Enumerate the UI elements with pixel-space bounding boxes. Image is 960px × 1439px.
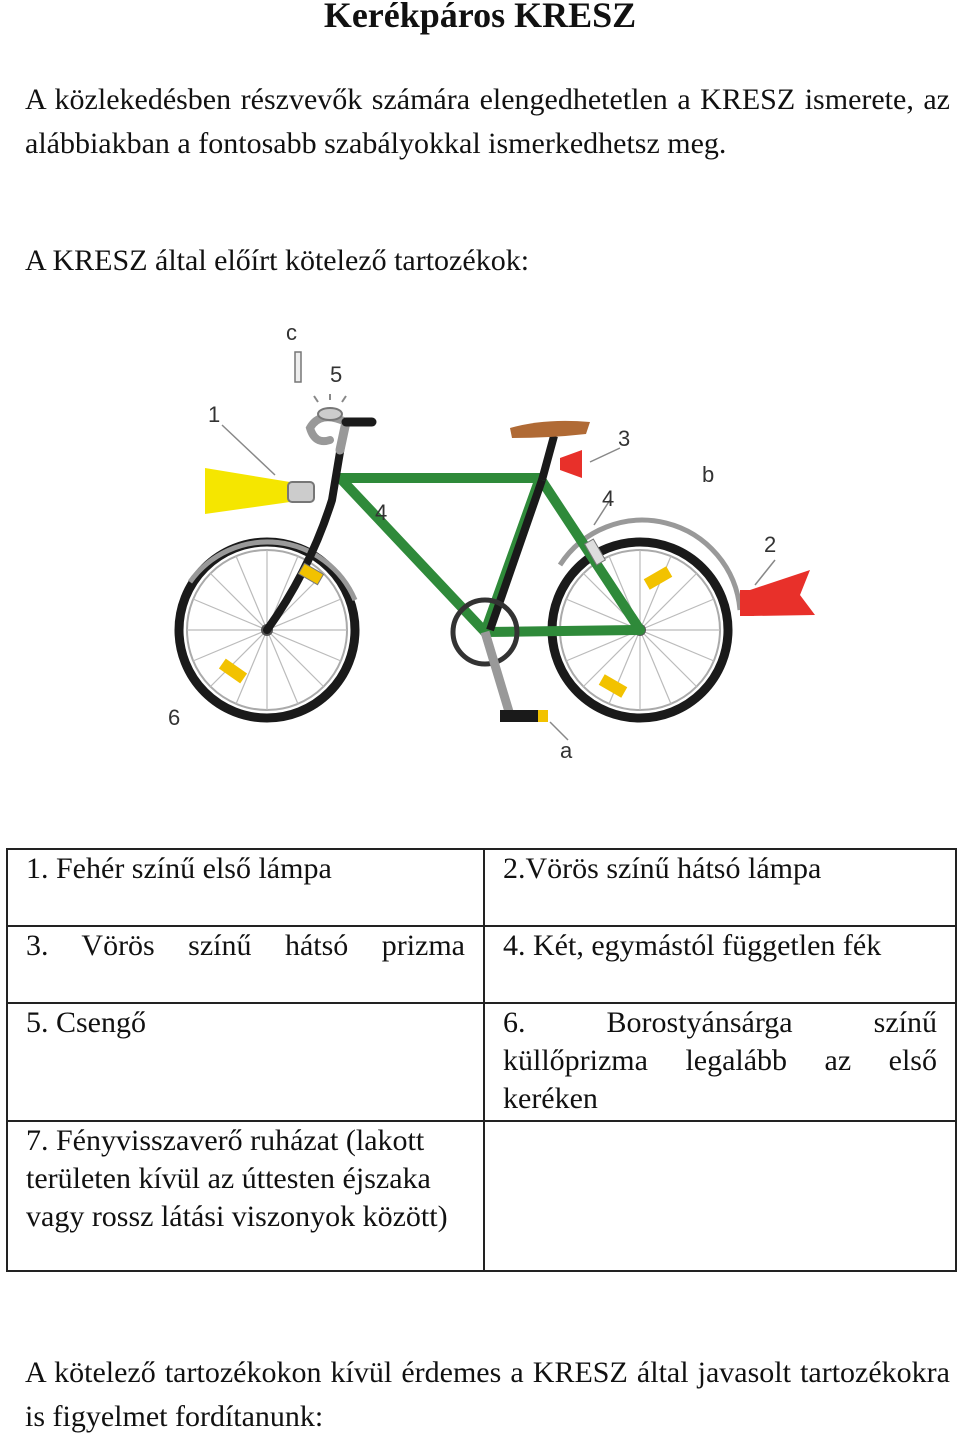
seat-tube	[490, 480, 542, 630]
front-spoke-reflector	[219, 659, 247, 684]
section-subtitle: A KRESZ által előírt kötelező tartozékok:	[25, 244, 530, 277]
rear-wheel	[552, 520, 740, 718]
item-7-reflective-clothing: 7. Fényvisszaverő ruházat (lakott területen kívül az úttesten éjszaka vagy rossz látási viszonyok között)	[26, 1124, 448, 1233]
item-6-spoke-reflector: 6. Borostyánsárga színű küllőprizma legalább az első keréken	[503, 1006, 937, 1115]
front-brake	[298, 563, 323, 584]
page-title: Kerékpáros KRESZ	[323, 0, 637, 35]
label-a: a	[560, 738, 573, 763]
table-row	[7, 1121, 956, 1271]
front-light-beam	[205, 468, 290, 514]
label-1: 1	[208, 402, 221, 427]
requirements-table	[6, 848, 957, 1272]
label-3: 3	[618, 426, 631, 451]
item-1-front-lamp: 1. Fehér színű első lámpa	[26, 852, 332, 885]
label-2: 2	[764, 532, 777, 557]
table-cell-empty	[484, 1121, 956, 1271]
saddle	[510, 421, 590, 438]
table-cell	[7, 926, 484, 1003]
table-cell	[7, 849, 484, 926]
rear-reflector	[560, 450, 582, 478]
label-6: 6	[168, 705, 181, 730]
table-cell	[7, 1003, 484, 1121]
front-lamp	[288, 482, 314, 502]
table-row	[7, 849, 956, 926]
label-4-rear: 4	[602, 486, 615, 511]
pedal	[500, 710, 540, 722]
label-c: c	[286, 320, 297, 345]
item-2-rear-lamp: 2.Vörös színű hátsó lámpa	[503, 852, 822, 885]
rear-light-beam	[750, 570, 815, 616]
item-4-brakes: 4. Két, egymástól független fék	[503, 929, 882, 962]
pedal-reflector	[538, 710, 548, 722]
table-cell	[484, 926, 956, 1003]
table-cell	[484, 849, 956, 926]
label-b: b	[702, 462, 715, 487]
seat-post	[542, 436, 554, 480]
table-row	[7, 1003, 956, 1121]
crank	[485, 632, 510, 715]
bicycle-illustration	[150, 310, 830, 780]
table-cell	[484, 1003, 956, 1121]
item-3-rear-reflector: 3. Vörös színű hátsó prizma	[26, 929, 465, 962]
table-row	[7, 926, 956, 1003]
label-5: 5	[330, 362, 343, 387]
flag-pole-c	[295, 352, 301, 382]
bell-icon	[314, 394, 346, 420]
rear-lamp	[740, 590, 754, 616]
intro-paragraph: A közlekedésben részvevők számára elengedhetetlen a KRESZ ismerete, az alábbiakban a fontosabb szabályokkal ismerkedhetsz meg.	[25, 83, 950, 160]
closing-paragraph: A kötelező tartozékokon kívül érdemes a KRESZ által javasolt tartozékokra is figyelmet fordítanunk:	[25, 1356, 950, 1433]
table-cell	[7, 1121, 484, 1271]
item-5-bell: 5. Csengő	[26, 1006, 146, 1039]
label-4-front: 4	[375, 500, 388, 525]
